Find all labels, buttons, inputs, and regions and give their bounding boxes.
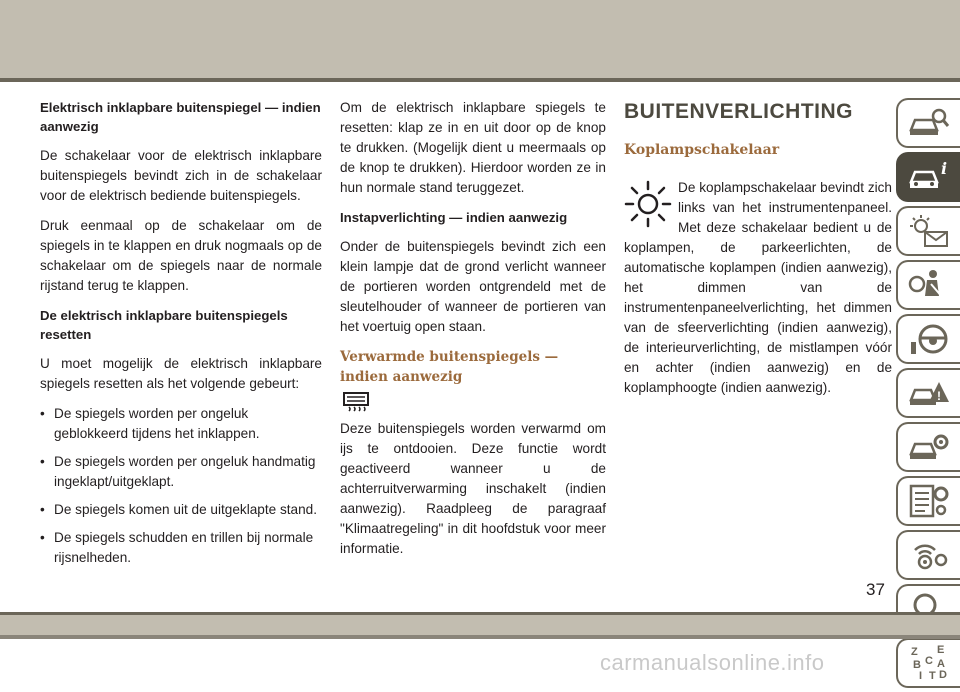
bullet-list — [40, 404, 322, 568]
header-rule — [0, 78, 960, 82]
car-search-icon — [907, 104, 951, 142]
column-left — [40, 98, 322, 576]
svg-text:i: i — [941, 159, 948, 178]
tab-service[interactable] — [896, 422, 960, 472]
paragraph: Druk eenmaal op de schakelaar om de spiegels in te klappen en druk nogmaals op de schakelaar om de spiegels naar de normale rijstand terug te klappen. — [40, 218, 322, 293]
checklist-gear-icon — [907, 482, 951, 520]
tab-driving[interactable] — [896, 314, 960, 364]
list-item: • De spiegels worden per ongeluk geblokkeerd tijdens het inklappen. — [40, 404, 322, 444]
svg-text:I: I — [919, 670, 923, 682]
svg-text:T: T — [929, 670, 936, 682]
tab-specifications[interactable] — [896, 476, 960, 526]
heading-folding-mirror: Elektrisch inklapbare buitenspiegel — indien aanwezig — [40, 100, 321, 134]
car-info-icon — [907, 158, 951, 196]
headlamp-icon — [622, 178, 674, 230]
multimedia-icon — [907, 536, 951, 574]
tab-warning-lights[interactable] — [896, 206, 960, 256]
column-middle — [340, 98, 606, 569]
page-number: 37 — [866, 580, 885, 599]
paragraph: Om de elektrisch inklapbare spiegels te resetten: klap ze in en uit door op de knop te drukken. (Mogelijk dient u meermaals op de knop te drukken). Hierdoor worden ze in hun normale stand teruggezet. — [340, 100, 606, 195]
column-right — [624, 98, 892, 408]
svg-text:C: C — [925, 655, 933, 667]
tab-multimedia[interactable] — [896, 530, 960, 580]
tab-index[interactable] — [896, 638, 960, 688]
list-item: • De spiegels komen uit de uitgeklapte stand. — [40, 500, 322, 520]
car-warning-icon — [907, 374, 951, 412]
section-title: BUITENVERLICHTING — [624, 100, 853, 123]
heading-reset-mirrors: De elektrisch inklapbare buitenspiegels resetten — [40, 308, 288, 342]
svg-text:!: ! — [937, 389, 941, 403]
airbag-person-icon — [907, 266, 951, 304]
chapter-tabs — [896, 98, 960, 692]
tab-emergency[interactable] — [896, 368, 960, 418]
car-service-icon — [907, 428, 951, 466]
footer-band — [0, 615, 960, 635]
paragraph: De schakelaar voor de elektrisch inklapbare buitenspiegels bevindt zich in de schakelaar voor de elektrisch bediende buitenspiegels. — [40, 148, 322, 203]
svg-text:E: E — [937, 644, 945, 656]
svg-text:Z: Z — [911, 646, 918, 658]
tab-car-info[interactable] — [896, 152, 960, 202]
warning-light-message-icon — [907, 212, 951, 250]
tab-safety[interactable] — [896, 260, 960, 310]
steering-wheel-icon — [907, 320, 951, 358]
heading-entry-light: Instapverlichting — indien aanwezig — [340, 210, 568, 225]
paragraph: De koplampschakelaar bevindt zich links van het instrumentenpaneel. Met deze schakelaar bedient u de koplampen, de parkeerlichten, de automatische koplampen (indien aanwezig), het dimmen van de instrumentenpaneelverlichting, het dimmen van de sfeerverlichting (indien aanwezig), de interieurverlichting, de mistlampen vóór en achter (indien aanwezig) en de koplamphoogte (indien aanwezig). — [624, 180, 892, 395]
paragraph: U moet mogelijk de elektrisch inklapbare spiegels resetten als het volgende gebeurt: — [40, 356, 322, 391]
watermark: carmanualsonline.info — [600, 650, 825, 675]
tab-car-search[interactable] — [896, 98, 960, 148]
index-letters-icon — [907, 644, 951, 682]
paragraph: Onder de buitenspiegels bevindt zich een klein lampje dat de grond verlicht wanneer de portieren worden ontgrendeld met de sleutelhouder of wanneer de portieren van het voertuig open staan. — [340, 239, 606, 334]
svg-text:D: D — [939, 669, 947, 681]
rear-defrost-icon — [342, 391, 370, 413]
list-item: • De spiegels worden per ongeluk handmatig ingeklapt/uitgeklapt. — [40, 452, 322, 492]
list-item: • De spiegels schudden en trillen bij normale rijsnelheden. — [40, 528, 322, 568]
section-subtitle: Koplampschakelaar — [624, 142, 780, 158]
svg-text:B: B — [913, 659, 921, 671]
header-band — [0, 0, 960, 78]
svg-text:A: A — [937, 658, 945, 670]
footer-band-dark — [0, 635, 960, 639]
paragraph: Deze buitenspiegels worden verwarmd om ijs te ontdooien. Deze functie wordt geactiveerd wanneer u de achterruitverwarming inschakelt (indien aanwezig). Raadpleeg de paragraaf "Klimaatregeling" in dit hoofdstuk voor meer informatie. — [340, 421, 606, 556]
heading-heated-mirrors: Verwarmde buitenspiegels — indien aanwezig — [340, 349, 559, 385]
